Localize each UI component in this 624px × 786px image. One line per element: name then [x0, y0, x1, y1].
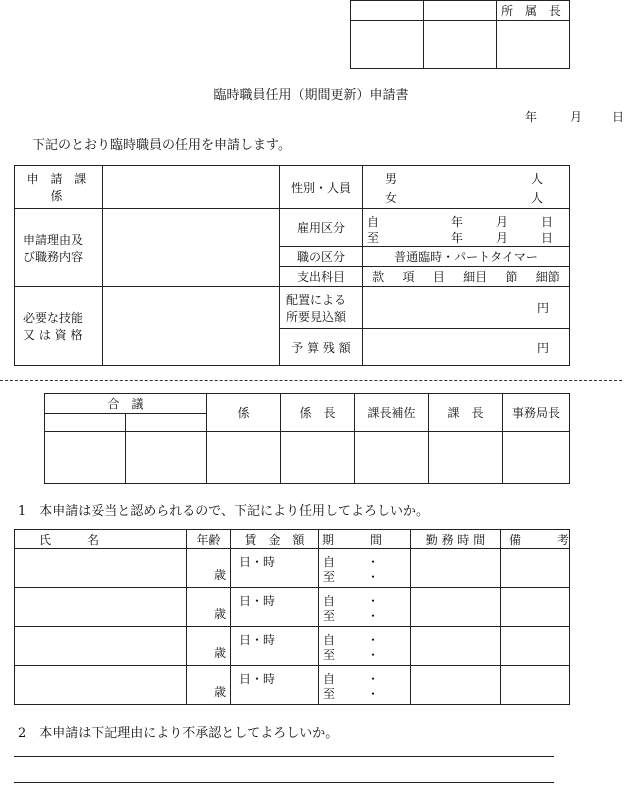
table-row: [15, 627, 570, 666]
age-unit: 歳: [213, 685, 226, 699]
review-header: 課 長: [429, 394, 503, 432]
section-1-text: 1 本申請は妥当と認められるので、下記により任用してよろしいか。: [18, 504, 430, 519]
review-stamp-cell[interactable]: [355, 432, 429, 484]
period-label: 雇用区分: [280, 209, 363, 247]
review-header: 課長補佐: [355, 394, 429, 432]
cut-line: [0, 380, 622, 381]
review-subheader-cell: [126, 414, 207, 432]
cost-label-2: 所要見込額: [286, 309, 347, 324]
review-stamp-cell[interactable]: [503, 432, 570, 484]
remarks-cell[interactable]: [501, 588, 570, 627]
separator-dot: ・: [367, 609, 380, 623]
to-label: 至: [323, 648, 336, 662]
gender-count-value[interactable]: [363, 166, 570, 209]
reason-line[interactable]: [14, 782, 554, 783]
approval-cell: [351, 1, 424, 21]
date-month: 月: [570, 110, 583, 124]
expense-value[interactable]: [363, 267, 570, 287]
separator-dot: ・: [367, 570, 380, 584]
review-header: 事務局長: [503, 394, 570, 432]
reason-label-2: び職務内容: [23, 249, 84, 264]
date-year: 年: [525, 110, 538, 124]
hours-cell[interactable]: [411, 627, 501, 666]
separator-dot: ・: [367, 633, 380, 647]
expense-item: 細節: [535, 270, 560, 284]
name-cell[interactable]: [15, 627, 187, 666]
skill-label-2: 又 は 資 格: [23, 328, 83, 342]
table-row: [15, 549, 570, 588]
name-cell[interactable]: [15, 666, 187, 705]
reason-value[interactable]: [103, 209, 280, 287]
remarks-cell[interactable]: [501, 627, 570, 666]
age-unit: 歳: [213, 607, 226, 621]
date-day: 日: [612, 110, 624, 124]
table-row: [15, 588, 570, 627]
expense-label: 支出科目: [280, 267, 363, 287]
separator-dot: ・: [367, 594, 380, 608]
separator-dot: ・: [367, 687, 380, 701]
yen-label: 円: [536, 340, 549, 355]
dept-value[interactable]: [103, 166, 280, 209]
wage-unit: 日・時: [239, 555, 276, 569]
month-label: 月: [496, 231, 509, 245]
year-label: 年: [451, 215, 464, 229]
table-row: [15, 666, 570, 705]
application-table: [14, 165, 570, 366]
hours-cell[interactable]: [411, 549, 501, 588]
from-label: 自: [323, 555, 336, 569]
age-unit: 歳: [213, 568, 226, 582]
wage-unit: 日・時: [239, 672, 276, 686]
header-age: 年齢: [187, 530, 231, 549]
wage-cell[interactable]: [231, 588, 319, 627]
age-cell[interactable]: [187, 549, 231, 588]
employee-table: [14, 529, 570, 705]
intro-text: 下記のとおり臨時職員の任用を申請します。: [32, 138, 291, 153]
separator-dot: ・: [367, 672, 380, 686]
day-label: 日: [541, 231, 554, 245]
stamp-cell[interactable]: [351, 21, 424, 69]
section-2-text: 2 本申請は下記理由により不承認としてよろしいか。: [18, 726, 339, 741]
doc-title: 臨時職員任用（期間更新）申請書: [213, 88, 409, 103]
reason-line[interactable]: [14, 756, 554, 757]
wage-unit: 日・時: [239, 594, 276, 608]
age-cell[interactable]: [187, 627, 231, 666]
male-label: 男: [385, 172, 398, 186]
header-period: 期 間: [319, 530, 411, 549]
from-label: 自: [323, 594, 336, 608]
name-cell[interactable]: [15, 588, 187, 627]
reason-label-1: 申請理由及: [23, 232, 84, 247]
period-value[interactable]: [363, 209, 570, 247]
review-header: 係 長: [281, 394, 355, 432]
skill-label-1: 必要な技能: [23, 311, 84, 325]
expense-item: 項: [402, 270, 415, 284]
budget-label: 予 算 残 額: [280, 329, 363, 366]
header-wage: 賃 金 額: [231, 530, 319, 549]
wage-unit: 日・時: [239, 633, 276, 647]
approval-label: 所 属 長: [497, 1, 570, 21]
job-class-label: 職の区分: [280, 247, 363, 267]
skill-value[interactable]: [103, 287, 280, 366]
period-cell[interactable]: [319, 588, 411, 627]
unit-label: 人: [531, 191, 544, 205]
reason-label: [15, 209, 103, 287]
period-cell[interactable]: [319, 549, 411, 588]
header-hours: 勤 務 時 間: [411, 530, 501, 549]
from-label: 自: [323, 672, 336, 686]
name-cell[interactable]: [15, 549, 187, 588]
from-label: 自: [367, 215, 380, 229]
review-stamp-cell[interactable]: [281, 432, 355, 484]
age-unit: 歳: [213, 646, 226, 660]
to-label: 至: [323, 687, 336, 701]
day-label: 日: [541, 215, 554, 229]
hours-cell[interactable]: [411, 666, 501, 705]
age-cell[interactable]: [187, 588, 231, 627]
stamp-cell[interactable]: [424, 21, 497, 69]
unit-label: 人: [531, 172, 544, 186]
budget-value[interactable]: [363, 329, 570, 366]
cost-value[interactable]: [363, 287, 570, 329]
header-remarks: 備 考: [501, 530, 570, 549]
to-label: 至: [367, 231, 380, 245]
female-label: 女: [385, 191, 398, 205]
review-subheader-cell: [45, 414, 126, 432]
expense-item: 目: [432, 270, 445, 284]
yen-label: 円: [536, 301, 549, 315]
review-header: 係: [207, 394, 281, 432]
review-table: [44, 393, 570, 484]
separator-dot: ・: [367, 648, 380, 662]
remarks-cell[interactable]: [501, 549, 570, 588]
approval-box: [350, 0, 570, 69]
review-stamp-cell[interactable]: [429, 432, 503, 484]
period-cell[interactable]: [319, 627, 411, 666]
approval-cell: [424, 1, 497, 21]
expense-item: 款: [372, 270, 385, 284]
skill-label: [15, 287, 103, 366]
from-label: 自: [323, 633, 336, 647]
month-label: 月: [496, 215, 509, 229]
wage-cell[interactable]: [231, 666, 319, 705]
gender-count-label: 性別・人員: [280, 166, 363, 209]
wage-cell[interactable]: [231, 549, 319, 588]
to-label: 至: [323, 609, 336, 623]
job-class-value: 普通臨時・パートタイマー: [363, 247, 570, 267]
review-stamp-cell[interactable]: [45, 432, 126, 484]
expense-item: 細目: [463, 270, 488, 284]
hours-cell[interactable]: [411, 588, 501, 627]
period-cell[interactable]: [319, 666, 411, 705]
to-label: 至: [323, 570, 336, 584]
review-stamp-cell[interactable]: [126, 432, 207, 484]
cost-label-1: 配置による: [286, 292, 347, 307]
stamp-cell[interactable]: [497, 21, 570, 69]
cost-label: [280, 287, 363, 329]
separator-dot: ・: [367, 555, 380, 569]
header-name: 氏 名: [15, 530, 187, 549]
remarks-cell[interactable]: [501, 666, 570, 705]
review-stamp-cell[interactable]: [207, 432, 281, 484]
age-cell[interactable]: [187, 666, 231, 705]
year-label: 年: [451, 231, 464, 245]
wage-cell[interactable]: [231, 627, 319, 666]
expense-item: 節: [505, 270, 518, 284]
dept-label: 申 請 課 係: [15, 166, 103, 209]
review-header: 合 議: [45, 394, 207, 414]
